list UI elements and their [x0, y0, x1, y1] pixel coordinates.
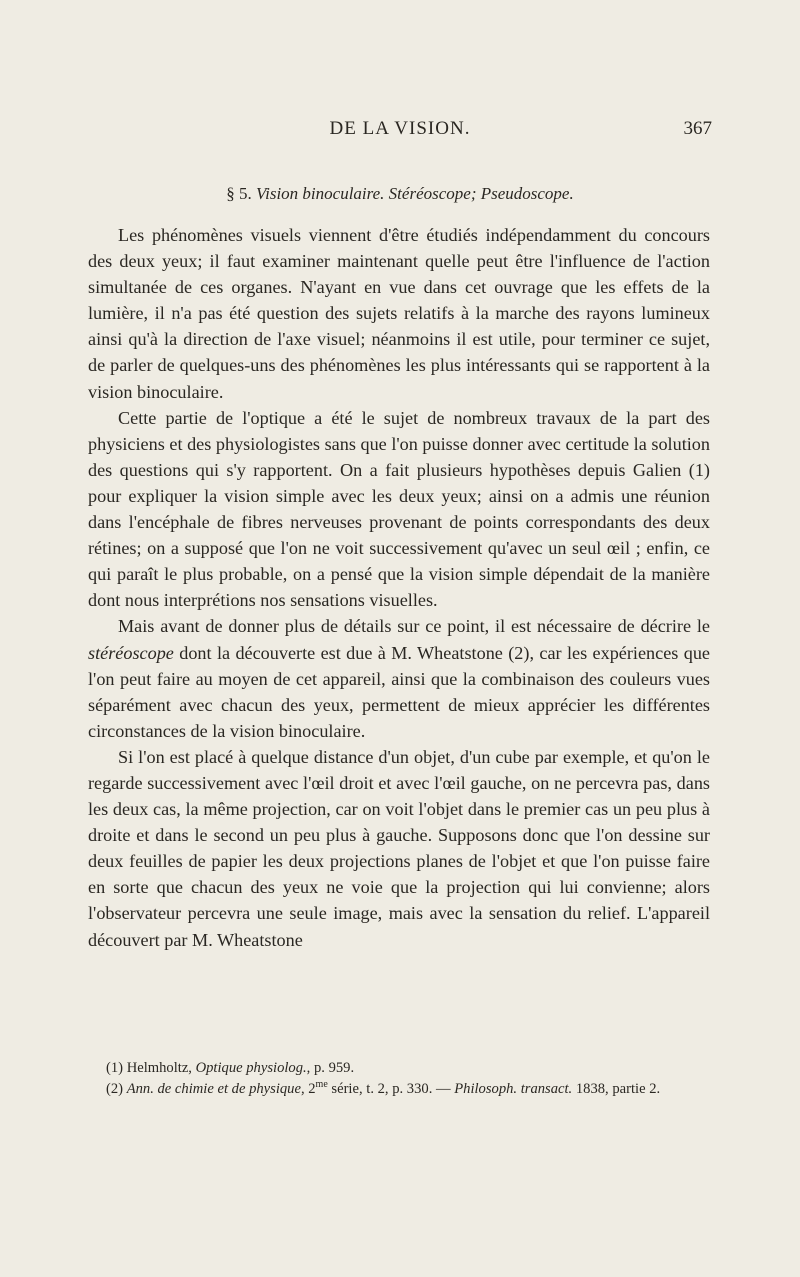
section-number: § 5. — [226, 184, 252, 203]
section-title: Vision binoculaire. Stéréoscope; Pseudoscope. — [256, 184, 574, 203]
paragraph: Si l'on est placé à quelque distance d'un objet, d'un cube par exemple, et qu'on le regarde successivement avec l'œil droit et avec l'œil gauche, on ne percevra pas, dans les deux cas, la même projection, car on voit l'objet dans le premier cas un peu plus à droite et dans le second un peu plus à gauche. Supposons donc que l'on dessine sur deux feuilles de papier les deux projections planes de l'objet et que l'on puisse faire en sorte que chacun des yeux ne voie que la projection qui lui convienne; alors l'observateur percevra une seule image, mais avec la sensation du relief. L'appareil découvert par M. Wheatstone — [88, 746, 710, 950]
paragraph-text: dont la découverte est due à M. Wheatstone (2), car les expériences que l'on peut faire au moyen de cet appareil, ainsi que la combinaison des couleurs vues séparément avec chacun des yeux, permettent de mieux apprécier les différentes circonstances de la vision binoculaire. — [88, 642, 710, 741]
footnote-superscript: me — [315, 1079, 328, 1091]
paragraph — [88, 613, 710, 743]
footnote — [88, 1079, 710, 1100]
page-number: 367 — [683, 118, 712, 139]
footnote-rest: , p. 959. — [306, 1060, 355, 1076]
footnote-title: Optique physiolog. — [195, 1060, 307, 1076]
paragraph-text: Mais avant de donner plus de détails sur ce point, il est nécessaire de décrire le — [118, 616, 710, 637]
footnote-marker: (1) — [106, 1060, 124, 1076]
running-title: DE LA VISION. — [329, 118, 471, 139]
paragraph: Les phénomènes visuels viennent d'être étudiés indépendamment du concours des deux yeux; il faut examiner maintenant quelle peut être l'influence de l'action simultanée de ces organes. N'ayant en vue dans cet ouvrage que les effets de la lumière, il n'a pas été question des sujets relatifs à la marche des rayons lumineux ainsi qu'à la direction de l'axe visuel; néanmoins il est utile, pour terminer ce sujet, de parler de quelques-uns des phénomènes les plus intéressants qui se rapportent à la vision binoculaire. — [88, 225, 710, 402]
footnote-rest: série, t. 2, p. 330. — — [327, 1081, 455, 1097]
footnote — [88, 1058, 710, 1079]
footnote-author: Helmholtz, — [126, 1060, 196, 1076]
footnote-tail: 1838, partie 2. — [572, 1081, 661, 1097]
paragraph: Cette partie de l'optique a été le sujet de nombreux travaux de la part des physiciens et des physiologistes sans que l'on puisse donner avec certitude la solution des questions qui s'y rapportent. On a fait plusieurs hypothèses depuis Galien (1) pour expliquer la vision simple avec les deux yeux; ainsi on a admis une réunion dans l'encéphale de fibres nerveuses provenant de points correspondants des deux rétines; on a supposé que l'on ne voit successivement qu'avec un seul œil ; enfin, ce qui paraît le plus probable, on a pensé que la vision simple dépendait de la manière dont nous interprétions nos sensations visuelles. — [88, 407, 710, 611]
footnote-text: , 2 — [300, 1081, 316, 1097]
footnote-title-2: Philosoph. transact. — [454, 1081, 573, 1097]
footnote-marker: (2) — [106, 1081, 124, 1097]
body-text — [88, 222, 710, 953]
paragraph-emphasis: stéréoscope — [88, 642, 174, 663]
footnote-title: Ann. de chimie et de physique — [126, 1081, 301, 1097]
footnotes — [88, 1058, 710, 1100]
running-head — [0, 118, 800, 144]
section-heading — [0, 184, 800, 204]
